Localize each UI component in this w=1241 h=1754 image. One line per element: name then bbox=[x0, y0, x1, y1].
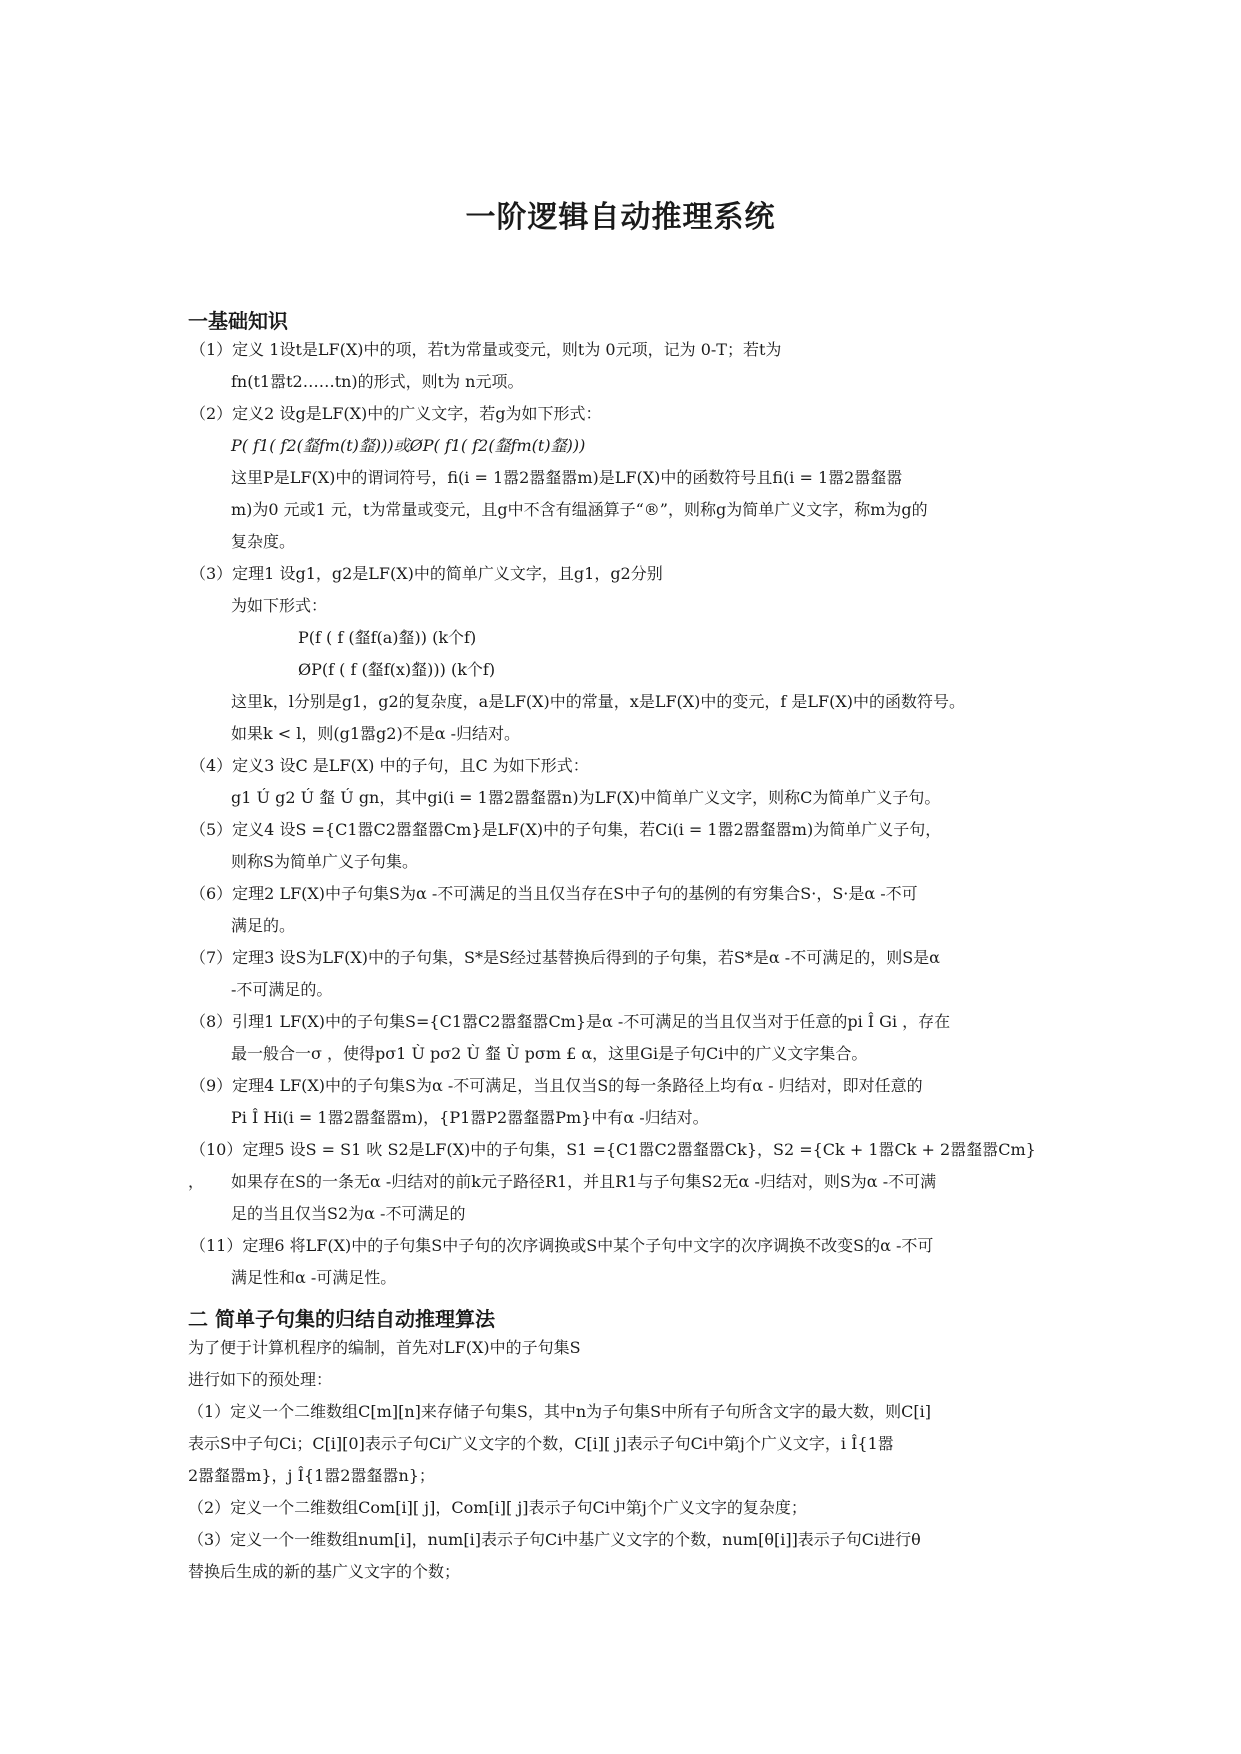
text-line: （1）定义 1设t是LF(X)中的项，若t为常量或变元，则t为 0元项，记为 0-T；若t为 bbox=[190, 340, 782, 359]
text-line: （2）定义一个二维数组Com[i][ j]，Com[i][ j]表示子句Ci中第j个广义文字的复杂度； bbox=[188, 1498, 807, 1517]
section-heading-algorithm: 二 简单子句集的归结自动推理算法 bbox=[188, 1307, 495, 1331]
text-line: 足的当且仅当S2为α -不可满足的 bbox=[231, 1204, 466, 1223]
text-line: （2）定义2 设g是LF(X)中的广义文字，若g为如下形式： bbox=[190, 404, 602, 423]
section-heading-basics: 一基础知识 bbox=[188, 309, 288, 333]
document-title: 一阶逻辑自动推理系统 bbox=[465, 200, 776, 235]
text-line: Pi Î Hi(i = 1嚣2嚣韰嚣m)，{P1嚣P2嚣韰嚣Pm}中有α -归结对。 bbox=[231, 1108, 709, 1127]
text-line: 这里P是LF(X)中的谓词符号，fi(i = 1嚣2嚣韰嚣m)是LF(X)中的函数符号且fi(i = 1嚣2嚣韰嚣 bbox=[231, 468, 903, 487]
text-line: （6）定理2 LF(X)中子句集S为α -不可满足的当且仅当存在S中子句的基例的有穷集合S·，S·是α -不可 bbox=[190, 884, 918, 903]
formula-line: P( f1( f2(韰fm(t)韰)))或ØP( f1( f2(韰fm(t)韰))) bbox=[231, 436, 586, 455]
text-line: 表示S中子句Ci；C[i][0]表示子句Ci广义文字的个数，C[i][ j]表示子句Ci中第j个广义文字，i Î{1嚣 bbox=[188, 1434, 894, 1453]
text-line: （4）定义3 设C 是LF(X) 中的子句，且C 为如下形式： bbox=[190, 756, 589, 775]
text-line: 替换后生成的新的基广义文字的个数； bbox=[188, 1562, 461, 1581]
text-line: （7）定理3 设S为LF(X)中的子句集，S*是S经过基替换后得到的子句集，若S*是α -不可满足的，则S是α bbox=[190, 948, 940, 967]
text-line: 最一般合一σ ，使得pσ1 Ù pσ2 Ù 韰 Ù pσm £ α，这里Gi是子句Ci中的广义文字集合。 bbox=[231, 1044, 868, 1063]
text-line: 进行如下的预处理： bbox=[188, 1370, 333, 1389]
text-line: fn(t1嚣t2……tn)的形式，则t为 n元项。 bbox=[231, 372, 524, 391]
text-line: （5）定义4 设S ={C1嚣C2嚣韰嚣Cm}是LF(X)中的子句集，若Ci(i = 1嚣2嚣韰嚣m)为简单广义子句， bbox=[190, 820, 942, 839]
text-line: 满足性和α -可满足性。 bbox=[231, 1268, 397, 1287]
text-line: 为了便于计算机程序的编制，首先对LF(X)中的子句集S bbox=[188, 1338, 581, 1357]
text-line: （8）引理1 LF(X)中的子句集S={C1嚣C2嚣韰嚣Cm}是α -不可满足的当且仅当对于任意的pi Î Gi ，存在 bbox=[190, 1012, 951, 1031]
formula-line: P(f ( f (韰f(a)韰)) (k个f) bbox=[298, 628, 477, 647]
text-line: -不可满足的。 bbox=[231, 980, 333, 999]
text-line: 这里k，l分别是g1，g2的复杂度，a是LF(X)中的常量，x是LF(X)中的变元，f 是LF(X)中的函数符号。 bbox=[231, 692, 966, 711]
text-line: （3）定义一个一维数组num[i]，num[i]表示子句Ci中基广义文字的个数，num[θ[i]]表示子句Ci进行θ bbox=[188, 1530, 921, 1549]
text-line: 满足的。 bbox=[231, 916, 296, 935]
text-line: m)为0 元或1 元，t为常量或变元，且g中不含有缊涵算子“®”，则称g为简单广义文字，称m为g的 bbox=[231, 500, 928, 519]
text-line: 如果k < l，则(g1嚣g2)不是α -归结对。 bbox=[231, 724, 521, 743]
text-line: g1 Ú g2 Ú 韰 Ú gn，其中gi(i = 1嚣2嚣韰嚣n)为LF(X)中简单广义文字，则称C为简单广义子句。 bbox=[231, 788, 941, 807]
text-line: 如果存在S的一条无α -归结对的前k元子路径R1，并且R1与子句集S2无α -归结对，则S为α -不可满 bbox=[231, 1172, 937, 1191]
text-line: 2嚣韰嚣m}，j Î{1嚣2嚣韰嚣n}； bbox=[188, 1466, 435, 1485]
text-line: （3）定理1 设g1，g2是LF(X)中的简单广义文字，且g1，g2分别 bbox=[190, 564, 663, 583]
formula-line: ØP(f ( f (韰f(x)韰))) (k个f) bbox=[298, 660, 496, 679]
text-line: （10）定理5 设S = S1 吙 S2是LF(X)中的子句集，S1 ={C1嚣C2嚣韰嚣Ck}，S2 ={Ck + 1嚣Ck + 2嚣韰嚣Cm} bbox=[190, 1140, 1036, 1159]
text-line: （9）定理4 LF(X)中的子句集S为α -不可满足，当且仅当S的每一条路径上均有α - 归结对，即对任意的 bbox=[190, 1076, 923, 1095]
text-line: 则称S为简单广义子句集。 bbox=[231, 852, 418, 871]
text-line: 复杂度。 bbox=[231, 532, 296, 551]
text-line: 为如下形式： bbox=[231, 596, 328, 615]
text-line: （11）定理6 将LF(X)中的子句集S中子句的次序调换或S中某个子句中文字的次序调换不改变S的α -不可 bbox=[190, 1236, 934, 1255]
text-line: ， bbox=[188, 1172, 205, 1191]
text-line: （1）定义一个二维数组C[m][n]来存储子句集S，其中n为子句集S中所有子句所含文字的最大数，则C[i] bbox=[188, 1402, 931, 1421]
